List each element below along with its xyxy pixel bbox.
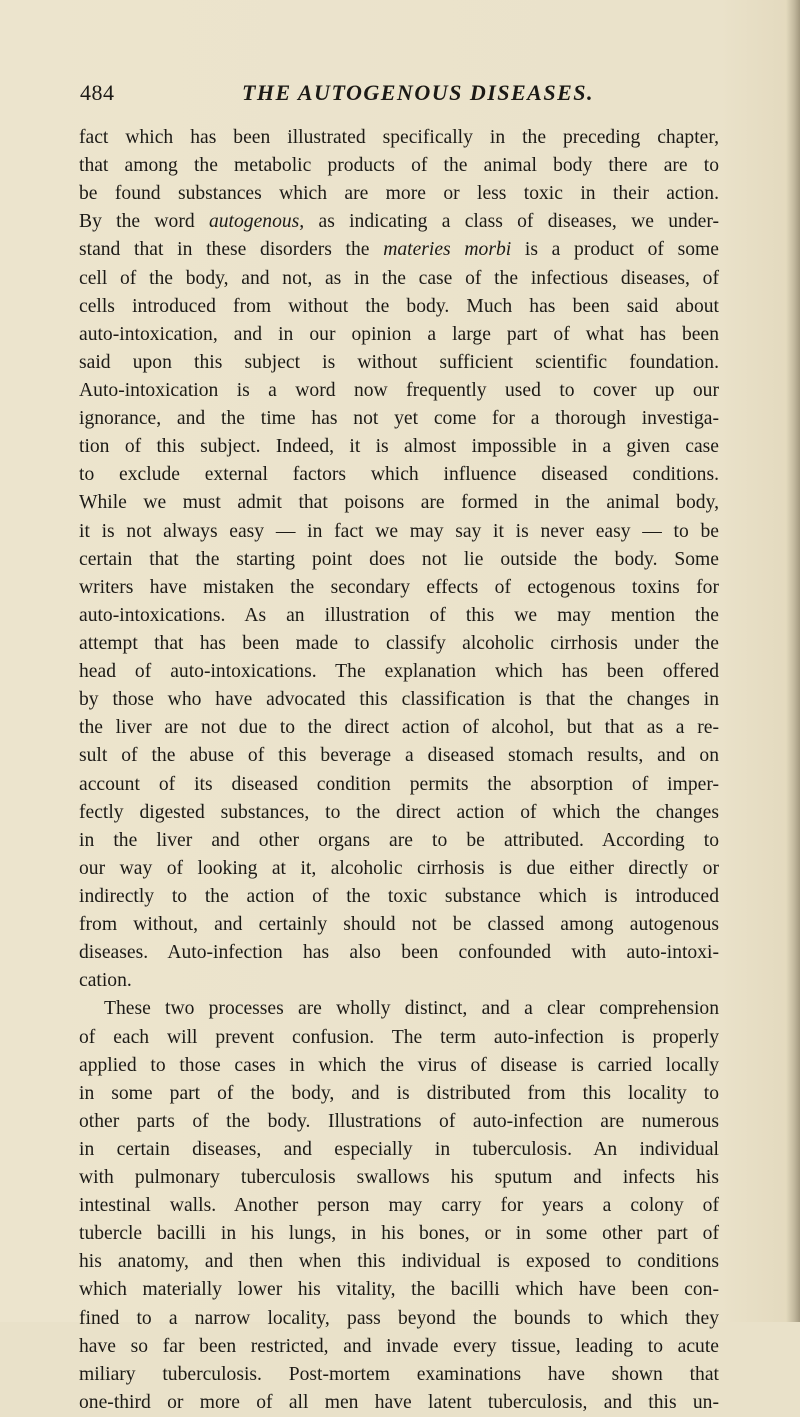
text-line: said upon this subject is without sufficient scientific foundation. xyxy=(79,351,719,373)
text-line: in the liver and other organs are to be attributed. According to xyxy=(79,829,719,851)
text-line: ignorance, and the time has not yet come for a thorough investiga- xyxy=(79,408,719,430)
text-line: sult of the abuse of this beverage a diseased stomach results, and on xyxy=(79,745,719,767)
text-line: by those who have advocated this classification is that the changes in xyxy=(79,689,719,711)
page-header xyxy=(80,80,716,114)
text-line: one-third or more of all men have latent tuberculosis, and this un- xyxy=(79,1391,719,1413)
text-line: miliary tuberculosis. Post-mortem examinations have shown that xyxy=(79,1363,719,1385)
text-line: that among the metabolic products of the animal body there are to xyxy=(79,155,719,177)
text-line: While we must admit that poisons are formed in the animal body, xyxy=(79,492,719,514)
text-line: account of its diseased condition permits the absorption of imper- xyxy=(79,773,719,795)
text-line: from without, and certainly should not be classed among autogenous xyxy=(79,914,719,936)
text-line: have so far been restricted, and invade every tissue, leading to acute xyxy=(79,1335,719,1357)
text-line: with pulmonary tuberculosis swallows his sputum and infects his xyxy=(79,1167,719,1189)
text-line: attempt that has been made to classify alcoholic cirrhosis under the xyxy=(79,632,719,654)
text-line: writers have mistaken the secondary effects of ectogenous toxins for xyxy=(79,576,719,598)
italic-term: autogenous, xyxy=(208,211,305,233)
text-line: the liver are not due to the direct action of alcohol, but that as a re- xyxy=(79,717,719,739)
text-line: his anatomy, and then when this individual is exposed to conditions xyxy=(79,1251,719,1273)
text-line: intestinal walls. Another person may carry for years a colony of xyxy=(79,1195,719,1217)
text-line: cell of the body, and not, as in the case of the infectious diseases, of xyxy=(79,267,719,289)
text-line: fact which has been illustrated specifically in the preceding chapter, xyxy=(79,127,719,148)
running-title: THE AUTOGENOUS DISEASES. xyxy=(241,80,595,105)
body-text xyxy=(79,124,719,1417)
page-number: 484 xyxy=(80,80,115,105)
text-line: our way of looking at it, alcoholic cirrhosis is due either directly or xyxy=(79,857,719,879)
text-line xyxy=(79,208,719,236)
text-line xyxy=(79,236,719,264)
text-line: other parts of the body. Illustrations of auto-infection are numerous xyxy=(79,1110,719,1132)
text-line: head of auto-intoxications. The explanation which has been offered xyxy=(79,661,719,683)
text-line: in some part of the body, and is distributed from this locality to xyxy=(79,1082,719,1104)
text-line: it is not always easy — in fact we may say it is never easy — to be xyxy=(79,520,719,542)
text-line: tion of this subject. Indeed, it is almost impossible in a given case xyxy=(79,436,719,458)
text-line: Auto-intoxication is a word now frequently used to cover up our xyxy=(79,379,719,401)
text-line: certain that the starting point does not lie outside the body. Some xyxy=(79,548,719,570)
text-line: in certain diseases, and especially in tuberculosis. An individual xyxy=(79,1138,719,1160)
text-line: indirectly to the action of the toxic substance which is introduced xyxy=(79,885,719,907)
text-line: cation. xyxy=(79,970,132,992)
text-segment: is a product of some xyxy=(511,239,719,261)
text-segment: as indicating a class of diseases, we under- xyxy=(304,211,719,233)
text-segment: By the word xyxy=(79,211,209,233)
text-line: tubercle bacilli in his lungs, in his bones, or in some other part of xyxy=(79,1223,719,1245)
text-segment: stand that in these disorders the xyxy=(79,239,384,261)
text-line: applied to those cases in which the virus of disease is carried locally xyxy=(79,1054,719,1076)
text-line: cells introduced from without the body. Much has been said about xyxy=(79,295,719,317)
page-edge-shadow xyxy=(786,0,800,1322)
text-line: auto-intoxication, and in our opinion a large part of what has been xyxy=(79,323,719,345)
italic-term: materies morbi xyxy=(383,239,512,261)
text-line: be found substances which are more or less toxic in their action. xyxy=(79,183,719,205)
text-line: fined to a narrow locality, pass beyond the bounds to which they xyxy=(79,1307,719,1329)
text-line: fectly digested substances, to the direct action of which the changes xyxy=(79,801,719,823)
text-line: diseases. Auto-infection has also been confounded with auto-intoxi- xyxy=(79,942,719,964)
text-line: auto-intoxications. As an illustration of this we may mention the xyxy=(79,604,719,626)
text-line: to exclude external factors which influence diseased conditions. xyxy=(79,464,719,486)
text-line: These two processes are wholly distinct, and a clear comprehension xyxy=(104,998,719,1020)
text-line: of each will prevent confusion. The term auto-infection is properly xyxy=(79,1026,719,1048)
text-line: which materially lower his vitality, the bacilli which have been con- xyxy=(79,1279,719,1301)
